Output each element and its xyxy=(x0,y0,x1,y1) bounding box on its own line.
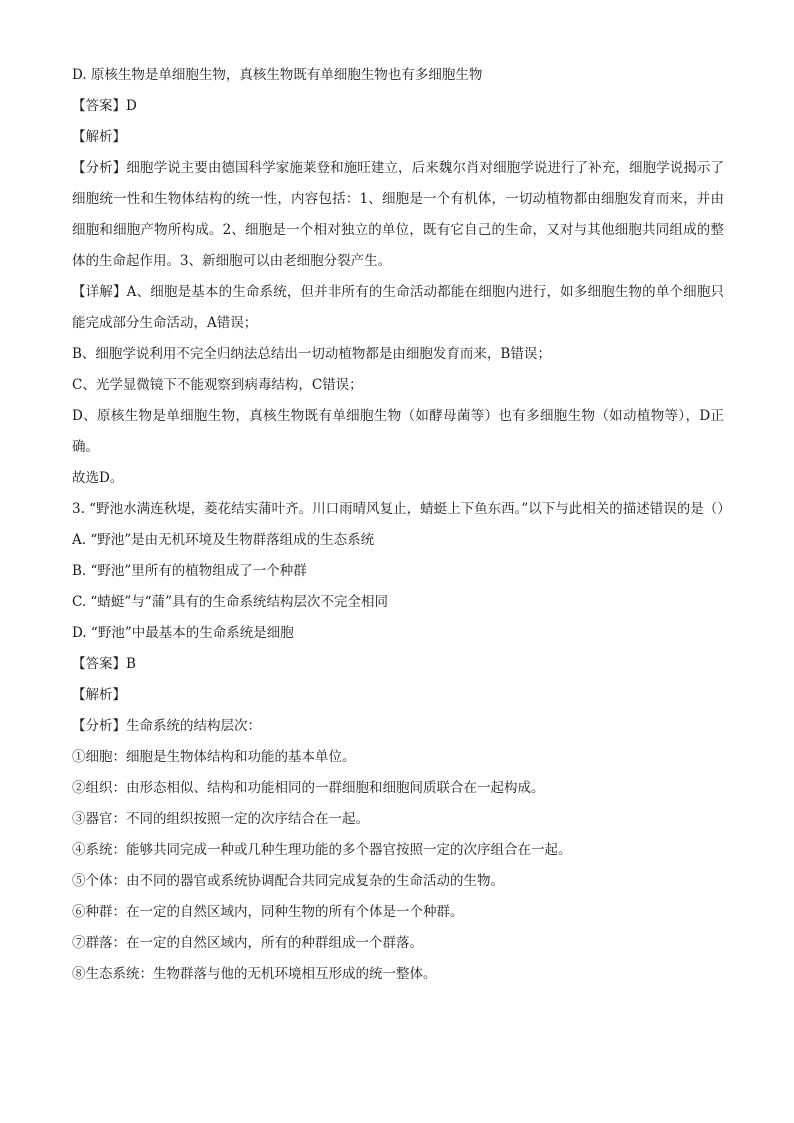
q3-level-item: ②组织：由形态相似、结构和功能相同的一群细胞和细胞间质联合在一起构成。 xyxy=(72,780,545,796)
q3-option-c: C. “蜻蜓”与“蒲”具有的生命系统结构层次不完全相同 xyxy=(72,594,389,610)
q2-answer: 【答案】D xyxy=(72,98,137,114)
q2-fenxi-paragraph: 【分析】细胞学说主要由德国科学家施莱登和施旺建立，后来魏尔肖对细胞学说进行了补充，细胞学说揭示了细胞统一性和生物体结构的统一性，内容包括：1、细胞是一个有机体，一切动植物都由细胞发育而来，并由细胞和细胞产物所构成。2、细胞是一个相对独立的单位，既有它自己的生命，又对与其他细胞共同组成的整体的生命起作用。3、新细胞可以由老细胞分裂产生。 xyxy=(72,160,724,269)
q3-level-item: ①细胞：细胞是生物体结构和功能的基本单位。 xyxy=(72,749,356,765)
q3-analysis-heading: 【解析】 xyxy=(72,687,126,703)
q3-option-b: B. “野池”里所有的植物组成了一个种群 xyxy=(72,563,307,579)
document-page xyxy=(72,60,731,990)
q3-level-item: ④系统：能够共同完成一种或几种生理功能的多个器官按照一定的次序组合在一起。 xyxy=(72,842,572,858)
q3-option-d: D. “野池”中最基本的生命系统是细胞 xyxy=(72,625,294,641)
q2-xiangjie-paragraph: 【详解】A、细胞是基本的生命系统，但并非所有的生命活动都能在细胞内进行，如多细胞生物的单个细胞只能完成部分生命活动，A错误； xyxy=(72,284,724,331)
q3-level-item: ③器官：不同的组织按照一定的次序结合在一起。 xyxy=(72,811,369,827)
q2-analysis-heading: 【解析】 xyxy=(72,129,126,145)
q3-answer: 【答案】B xyxy=(72,656,136,672)
q2-explanation-c: C、光学显微镜下不能观察到病毒结构，C错误； xyxy=(72,377,363,393)
q2-choose: 故选D。 xyxy=(72,470,124,486)
q3-level-item: ⑥种群：在一定的自然区域内，同种生物的所有个体是一个种群。 xyxy=(72,904,464,920)
q2-explanation-b: B、细胞学说利用不完全归纳法总结出一切动植物都是由细胞发育而来，B错误； xyxy=(72,346,551,362)
q2-option-d: D. 原核生物是单细胞生物，真核生物既有单细胞生物也有多细胞生物 xyxy=(72,67,483,83)
q3-fenxi: 【分析】生命系统的结构层次： xyxy=(72,718,261,734)
q3-option-a: A. “野池”是由无机环境及生物群落组成的生态系统 xyxy=(72,532,375,548)
q3-stem: 3. “野池水满连秋堤，菱花结实蒲叶齐。川口雨晴风复止，蜻蜓上下鱼东西。”以下与此相关的描述错误的是（） xyxy=(72,501,731,517)
q3-level-item: ⑤个体：由不同的器官或系统协调配合共同完成复杂的生命活动的生物。 xyxy=(72,873,504,889)
q3-level-item: ⑦群落：在一定的自然区域内，所有的种群组成一个群落。 xyxy=(72,935,423,951)
q2-explanation-d: D、原核生物是单细胞生物，真核生物既有单细胞生物（如酵母菌等）也有多细胞生物（如动植物等），D正确。 xyxy=(72,408,724,455)
q3-level-item: ⑧生态系统：生物群落与他的无机环境相互形成的统一整体。 xyxy=(72,966,437,982)
